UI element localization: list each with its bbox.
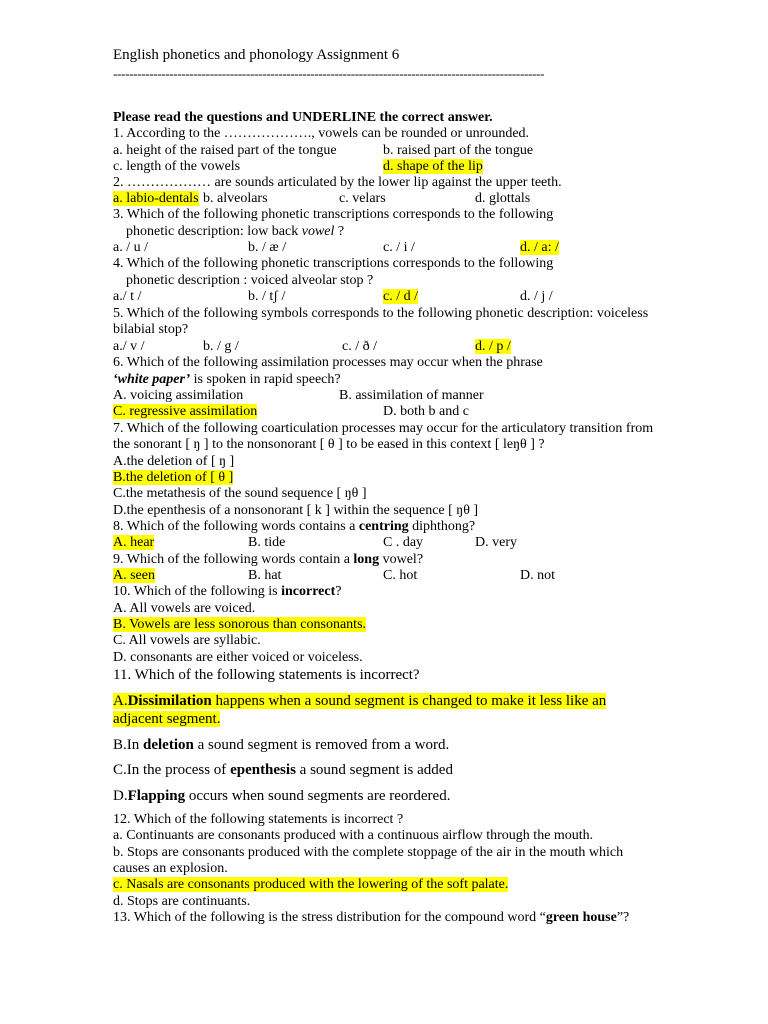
q4-option-a: a./ t /	[113, 289, 142, 304]
q3-stem-line1: 3. Which of the following phonetic transcriptions corresponds to the following	[113, 207, 554, 222]
q3-stem-line2: phonetic description: low back vowel ?	[126, 224, 345, 239]
q9-option-a: A. seen	[113, 568, 155, 583]
instructions: Please read the questions and UNDERLINE the correct answer.	[113, 110, 493, 125]
q9-option-d: D. not	[520, 568, 555, 583]
q2-option-b: b. alveolars	[203, 191, 268, 206]
q10-option-b: B. Vowels are less sonorous than consonants.	[113, 617, 367, 632]
q2-option-c: c. velars	[339, 191, 386, 206]
q13-stem: 13. Which of the following is the stress distribution for the compound word “green house”?	[113, 910, 630, 925]
q3-option-a: a. / u /	[113, 240, 148, 255]
q2-option-d: d. glottals	[475, 191, 531, 206]
q1-option-a: a. height of the raised part of the tongue	[113, 143, 337, 158]
q8-option-a: A. hear	[113, 535, 155, 550]
q1-stem: 1. According to the ………………., vowels can be rounded or unrounded.	[113, 126, 530, 141]
q6-option-a: A. voicing assimilation	[113, 388, 244, 403]
q7-option-d: D.the epenthesis of a nonsonorant [ k ] within the sequence [ ŋθ ]	[113, 503, 479, 518]
q11-option-a-line1: A.Dissimilation happens when a sound segment is changed to make it less like an	[113, 693, 607, 709]
document-title: English phonetics and phonology Assignment 6	[113, 47, 400, 63]
q1-option-d: d. shape of the lip	[383, 159, 483, 174]
q4-stem-line1: 4. Which of the following phonetic transcriptions corresponds to the following	[113, 256, 554, 271]
q4-option-d: d. / j /	[520, 289, 553, 304]
q11-option-c: C.In the process of epenthesis a sound segment is added	[113, 762, 453, 778]
q7-stem-line2: the sonorant [ ŋ ] to the nonsonorant [ θ ] to be eased in this context [ leŋθ ] ?	[113, 437, 545, 452]
q2-stem: 2. ……………… are sounds articulated by the lower lip against the upper teeth.	[113, 175, 562, 190]
q9-option-b: B. hat	[248, 568, 282, 583]
q8-option-c: C . day	[383, 535, 424, 550]
q4-option-b: b. / tʃ /	[248, 289, 286, 304]
header-rule: -----------------------------------------------------------------------------------------------------------	[113, 66, 545, 81]
q11-option-d: D.Flapping occurs when sound segments are reordered.	[113, 788, 451, 804]
q10-option-d: D. consonants are either voiced or voiceless.	[113, 650, 363, 665]
q9-option-c: C. hot	[383, 568, 418, 583]
q8-option-d: D. very	[475, 535, 517, 550]
q5-stem-line2: bilabial stop?	[113, 322, 189, 337]
q12-option-a: a. Continuants are consonants produced with a continuous airflow through the mouth.	[113, 828, 594, 843]
q12-stem: 12. Which of the following statements is incorrect ?	[113, 812, 404, 827]
q2-option-a: a. labio-dentals	[113, 191, 199, 206]
q1-option-b: b. raised part of the tongue	[383, 143, 534, 158]
q4-option-c: c. / d /	[383, 289, 418, 304]
q10-option-a: A. All vowels are voiced.	[113, 601, 256, 616]
q7-option-c: C.the metathesis of the sound sequence [ ŋθ ]	[113, 486, 367, 501]
q10-stem: 10. Which of the following is incorrect?	[113, 584, 342, 599]
q7-stem-line1: 7. Which of the following coarticulation processes may occur for the articulatory transition from	[113, 421, 654, 436]
q11-option-a-line2: adjacent segment.	[113, 711, 221, 727]
q6-stem-line2: ‘white paper’ is spoken in rapid speech?	[113, 372, 341, 387]
q1-option-c: c. length of the vowels	[113, 159, 241, 174]
q9-stem: 9. Which of the following words contain a long vowel?	[113, 552, 424, 567]
q5-option-c: c. / ð /	[342, 339, 377, 354]
q12-option-d: d. Stops are continuants.	[113, 894, 251, 909]
q7-option-b: B.the deletion of [ θ ]	[113, 470, 234, 485]
q6-option-b: B. assimilation of manner	[339, 388, 484, 403]
q3-option-b: b. / æ /	[248, 240, 287, 255]
q12-option-b-line2: causes an explosion.	[113, 861, 228, 876]
q7-option-a: A.the deletion of [ ŋ ]	[113, 454, 235, 469]
q6-option-d: D. both b and c	[383, 404, 469, 419]
q12-option-b-line1: b. Stops are consonants produced with the complete stoppage of the air in the mouth which	[113, 845, 624, 860]
q5-option-a: a./ v /	[113, 339, 145, 354]
q6-stem-line1: 6. Which of the following assimilation processes may occur when the phrase	[113, 355, 543, 370]
q4-stem-line2: phonetic description : voiced alveolar stop ?	[126, 273, 374, 288]
q5-option-b: b. / g /	[203, 339, 239, 354]
q10-option-c: C. All vowels are syllabic.	[113, 633, 261, 648]
q6-option-c: C. regressive assimilation	[113, 404, 258, 419]
q8-stem: 8. Which of the following words contains a centring diphthong?	[113, 519, 476, 534]
q12-option-c: c. Nasals are consonants produced with the lowering of the soft palate.	[113, 877, 509, 892]
q8-option-b: B. tide	[248, 535, 286, 550]
q3-option-c: c. / i /	[383, 240, 415, 255]
q3-option-d: d. / a: /	[520, 240, 559, 255]
q11-option-b: B.In deletion a sound segment is removed from a word.	[113, 737, 450, 753]
q5-stem-line1: 5. Which of the following symbols corresponds to the following phonetic description: voiceless	[113, 306, 649, 321]
q5-option-d: d. / p /	[475, 339, 511, 354]
q11-stem: 11. Which of the following statements is incorrect?	[113, 667, 420, 683]
